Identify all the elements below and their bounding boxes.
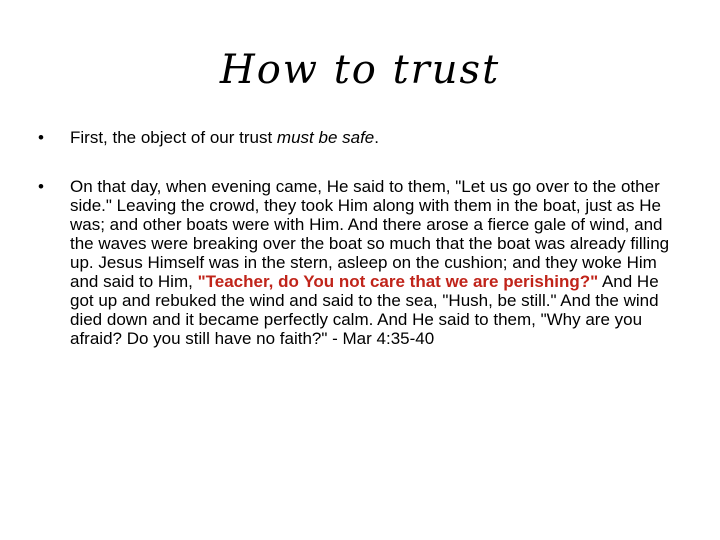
slide-title: How to trust [219,47,501,93]
bullet-item-scripture [0,177,720,348]
bullet-list [0,128,720,378]
bullet-dot-icon: • [38,177,44,196]
bullet2-text-before: On that day, when evening came, He said to them, "Let us go over to the other side." Leaving the crowd, they took Him along with them in the boat, just as He was; and other boats were with Him. And there arose a fierce gale of wind, and the waves were breaking over the boat so much that the boat was already filling up. Jesus Himself was in the stern, asleep on the cushion; and they woke Him and said to Him, [70,177,670,291]
bullet1-text-after: . [374,128,379,147]
bullet2-text-after: And He got up and rebuked the wind and said to the sea, "Hush, be still." And the wind died down and it became perfectly calm. And He said to them, "Why are you afraid? Do you still have no faith?" - Mar 4:35-40 [70,272,659,348]
bullet-dot-icon: • [38,128,44,147]
bullet2-highlight-quote: "Teacher, do You not care that we are perishing?" [197,272,599,291]
bullet-item-object-of-trust [0,128,720,147]
bullet1-emphasis: must be safe [276,128,375,147]
bullet1-text-before: First, the object of our trust [70,128,277,147]
